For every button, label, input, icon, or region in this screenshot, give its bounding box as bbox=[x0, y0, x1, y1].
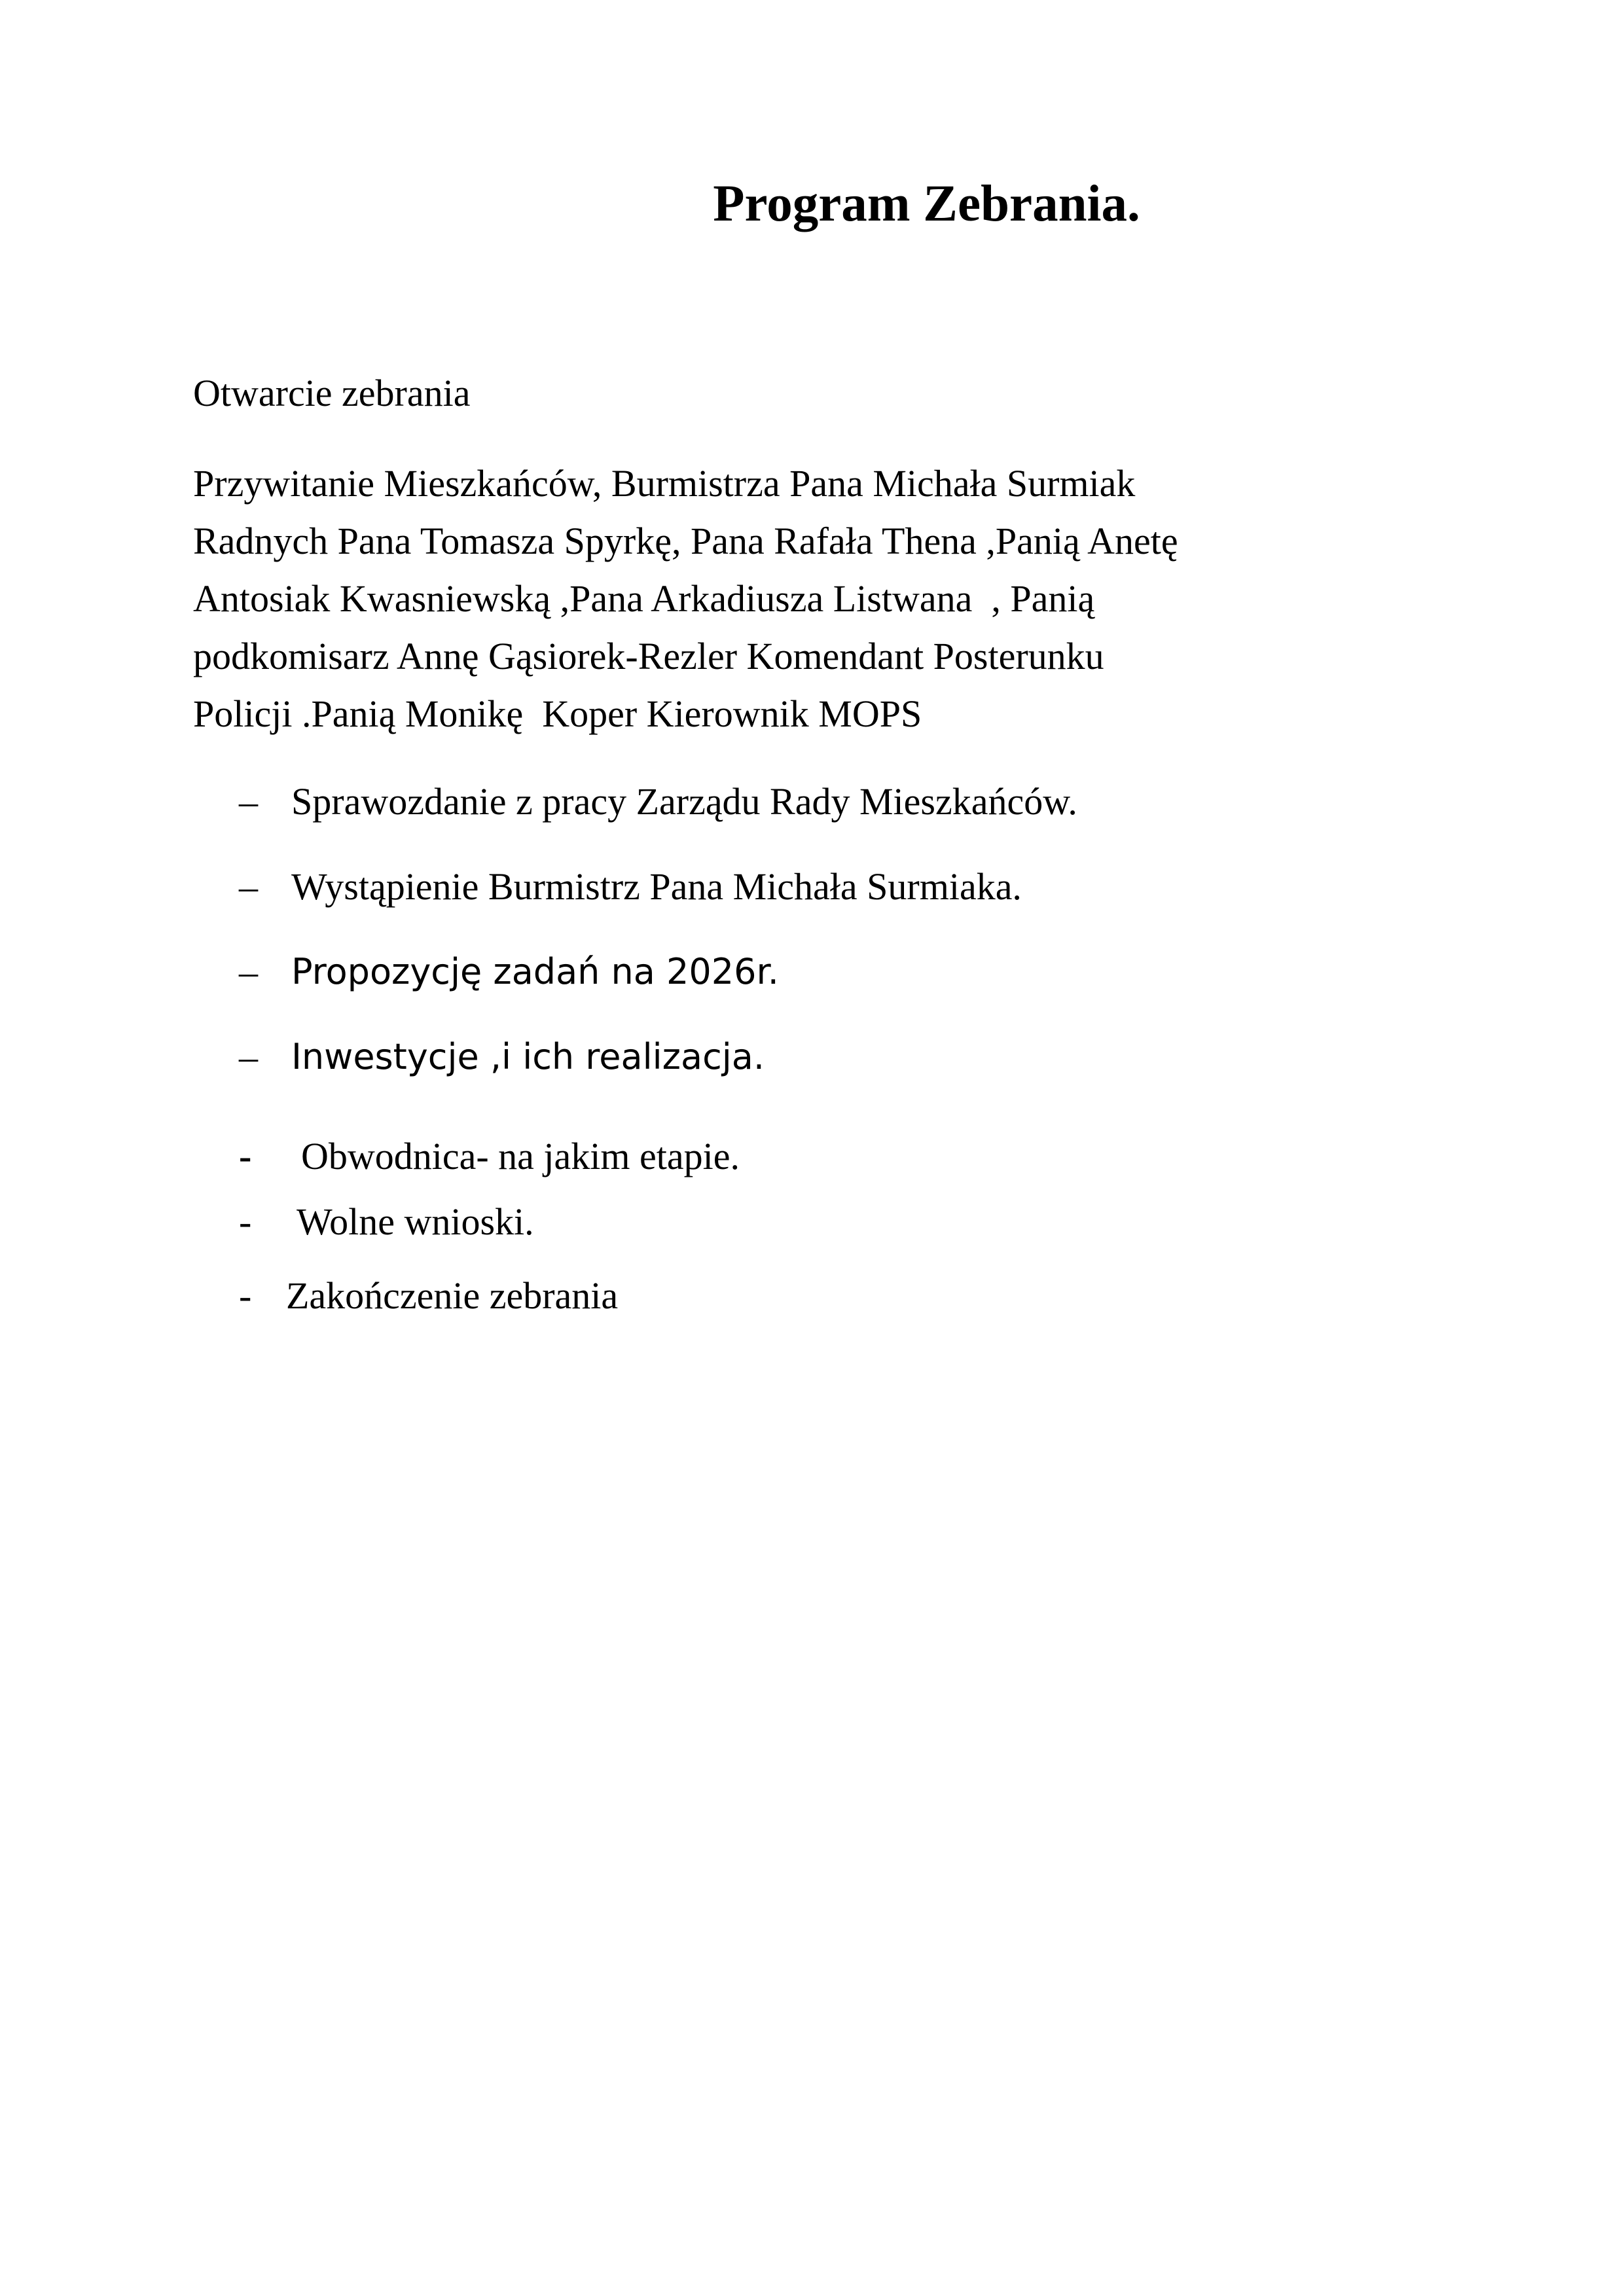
dash-marker: – bbox=[239, 865, 258, 908]
agenda-item-text: Wolne wnioski. bbox=[297, 1200, 534, 1243]
greeting-line: Przywitanie Mieszkańców, Burmistrza Pana Michała Surmiak bbox=[193, 462, 1136, 505]
dash-marker: – bbox=[239, 1035, 258, 1078]
agenda-item bbox=[239, 1273, 619, 1456]
agenda-item-text: Inwestycje ,i ich realizacja. bbox=[291, 1036, 765, 1077]
dash-marker: - bbox=[239, 1135, 252, 1177]
agenda-item-text: Zakończenie zebrania bbox=[286, 1274, 619, 1317]
dash-marker: - bbox=[239, 1200, 252, 1243]
agenda-item-text: Sprawozdanie z pracy Zarządu Rady Mieszkańców. bbox=[291, 780, 1077, 823]
opening-text: Otwarcie zebrania bbox=[193, 372, 471, 414]
greeting-line: Radnych Pana Tomasza Spyrkę, Pana Rafała Thena ,Panią Anetę bbox=[193, 520, 1178, 562]
greeting-line: Antosiak Kwasniewską ,Pana Arkadiusza Listwana , Panią bbox=[193, 577, 1095, 620]
page-title: Program Zebrania. bbox=[713, 175, 1140, 232]
agenda-item-text: Obwodnica- na jakim etapie. bbox=[301, 1135, 740, 1177]
dash-marker: – bbox=[239, 780, 258, 823]
agenda-item-text: Propozycję zadań na 2026r. bbox=[291, 951, 779, 992]
greeting-paragraph bbox=[193, 455, 1178, 743]
dash-marker: - bbox=[239, 1274, 252, 1317]
greeting-line: Policji .Panią Monikę Koper Kierownik MOPS bbox=[193, 692, 922, 735]
agenda-item-text: Wystąpienie Burmistrz Pana Michała Surmiaka. bbox=[291, 865, 1022, 908]
greeting-line: podkomisarz Annę Gąsiorek-Rezler Komendant Posterunku bbox=[193, 635, 1104, 677]
dash-marker: – bbox=[239, 950, 258, 993]
